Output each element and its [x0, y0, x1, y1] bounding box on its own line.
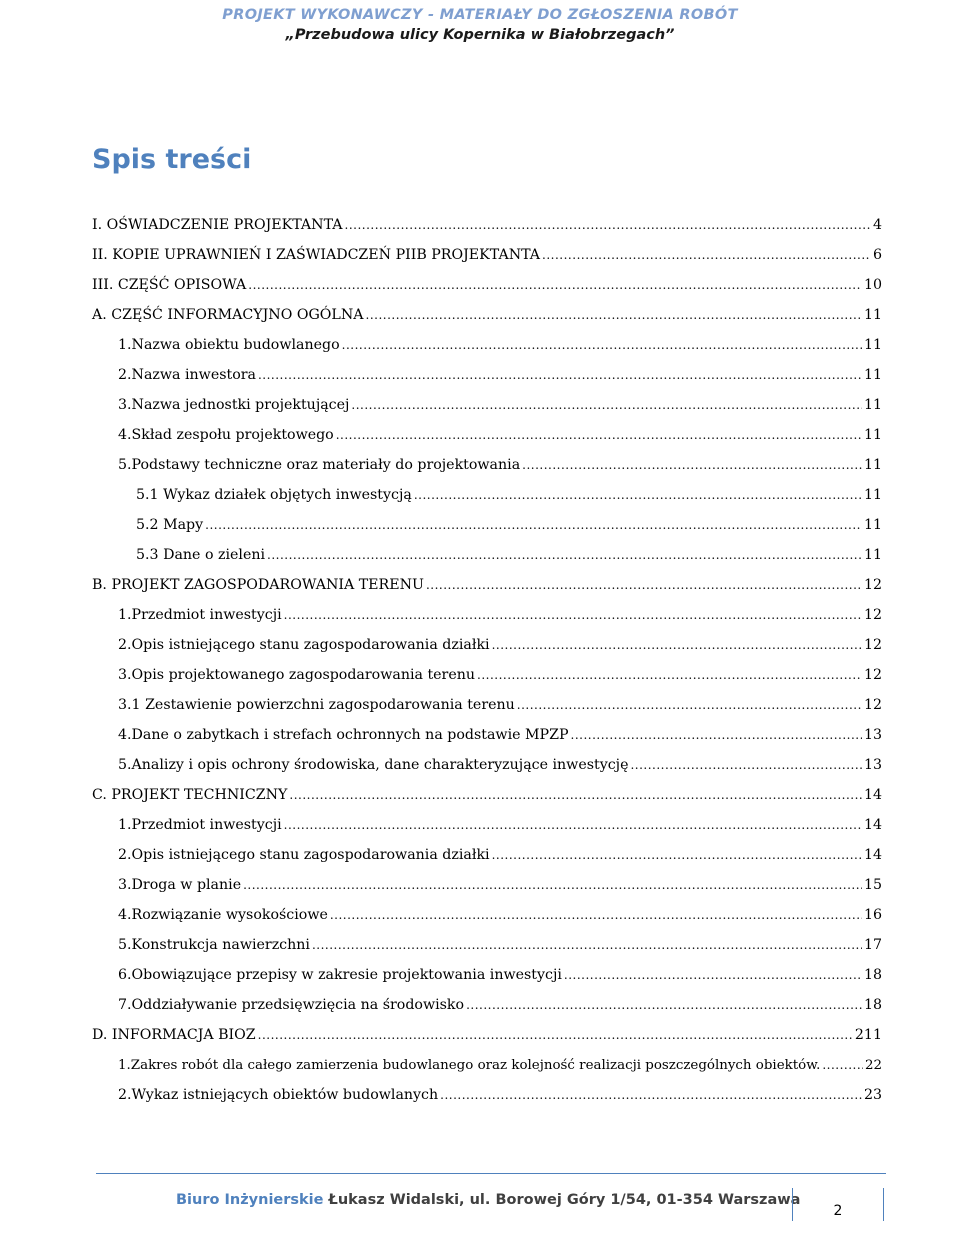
toc-entry[interactable]	[118, 454, 882, 476]
toc-leader	[289, 784, 862, 806]
toc-entry-page: 12	[863, 607, 882, 623]
page-number: 2	[792, 1188, 884, 1221]
footer-details: Łukasz Widalski, ul. Borowej Góry 1/54, 01-354 Warszawa	[323, 1192, 801, 1208]
toc-entry[interactable]	[136, 514, 882, 536]
toc-entry-text: 5.Podstawy techniczne oraz materiały do projektowania	[118, 457, 521, 473]
toc-leader	[440, 1084, 862, 1106]
toc-entry-text: 2.Nazwa inwestora	[118, 367, 256, 383]
toc-entry-page: 211	[854, 1027, 882, 1043]
toc-entry[interactable]	[118, 904, 882, 926]
toc-entry[interactable]	[136, 484, 882, 506]
toc-entry-text: 3.1 Zestawienie powierzchni zagospodarowania terenu	[118, 697, 515, 713]
toc-entry[interactable]	[92, 1024, 882, 1046]
toc-leader	[366, 304, 862, 326]
footer-divider	[96, 1173, 886, 1174]
toc-entry-text: 6.Obowiązujące przepisy w zakresie projektowania inwestycji	[118, 967, 562, 983]
toc-leader	[258, 1024, 853, 1046]
toc-entry-page: 6	[872, 247, 882, 263]
toc-entry-text: D. INFORMACJA BIOZ	[92, 1027, 256, 1043]
toc-leader	[258, 364, 862, 386]
toc-leader	[414, 484, 862, 506]
toc-heading: Spis treści	[92, 144, 252, 175]
toc-leader	[248, 274, 862, 296]
toc-entry[interactable]	[118, 604, 882, 626]
footer-company: Biuro Inżynierskie	[176, 1192, 324, 1208]
toc-entry-text: 2.Opis istniejącego stanu zagospodarowania działki	[118, 847, 490, 863]
toc-entry[interactable]	[118, 994, 882, 1016]
toc-entry-text: 1.Zakres robót dla całego zamierzenia budowlanego oraz kolejność realizacji poszczególnych obiektów.	[118, 1058, 821, 1073]
toc-leader	[492, 844, 862, 866]
toc-entry-page: 17	[863, 937, 882, 953]
toc-leader	[312, 934, 862, 956]
toc-entry-text: 7.Oddziaływanie przedsięwzięcia na środowisko	[118, 997, 465, 1013]
toc-entry-text: 1.Przedmiot inwestycji	[118, 607, 282, 623]
toc-entry[interactable]	[118, 934, 882, 956]
toc-entry-page: 15	[863, 877, 882, 893]
toc-entry-page: 11	[863, 547, 882, 563]
toc-leader	[822, 1054, 863, 1076]
toc-entry-page: 12	[863, 667, 882, 683]
toc-entry-text: 4.Skład zespołu projektowego	[118, 427, 334, 443]
toc-entry-page: 11	[863, 307, 882, 323]
toc-leader	[492, 634, 862, 656]
toc-entry-text: 5.1 Wykaz działek objętych inwestycją	[136, 487, 412, 503]
toc-entry[interactable]	[92, 784, 882, 806]
toc-entry[interactable]	[118, 814, 882, 836]
toc-entry[interactable]	[92, 574, 882, 596]
toc-entry-page: 18	[863, 967, 882, 983]
toc-entry-page: 16	[863, 907, 882, 923]
toc-leader	[351, 394, 862, 416]
toc-entry-page: 22	[864, 1058, 882, 1073]
toc-entry-page: 23	[863, 1087, 882, 1103]
toc-leader	[542, 244, 871, 266]
toc-entry[interactable]	[118, 334, 882, 356]
toc-entry-page: 11	[863, 427, 882, 443]
toc-leader	[205, 514, 862, 536]
header-project-line: PROJEKT WYKONAWCZY - MATERIAŁY DO ZGŁOSZENIA ROBÓT	[222, 7, 738, 23]
toc-entry-text: A. CZĘŚĆ INFORMACYJNO OGÓLNA	[92, 307, 364, 323]
toc-entry[interactable]	[118, 634, 882, 656]
toc-entry[interactable]	[92, 304, 882, 326]
toc-entry-text: C. PROJEKT TECHNICZNY	[92, 787, 288, 803]
toc-entry[interactable]	[92, 274, 882, 296]
toc-entry-page: 11	[863, 457, 882, 473]
toc-entry-page: 18	[863, 997, 882, 1013]
toc-entry-page: 12	[863, 697, 882, 713]
header-title-line: „Przebudowa ulicy Kopernika w Białobrzegach”	[285, 27, 675, 43]
toc-leader	[564, 964, 862, 986]
toc-entry-page: 11	[863, 367, 882, 383]
toc-leader	[630, 754, 861, 776]
toc-entry-text: 4.Rozwiązanie wysokościowe	[118, 907, 328, 923]
toc-entry-text: 3.Opis projektowanego zagospodarowania terenu	[118, 667, 476, 683]
toc-entry[interactable]	[118, 874, 882, 896]
toc-entry[interactable]	[118, 394, 882, 416]
toc-entry-text: 2.Wykaz istniejących obiektów budowlanych	[118, 1087, 439, 1103]
toc-entry[interactable]	[118, 424, 882, 446]
toc-entry-text: 1.Nazwa obiektu budowlanego	[118, 337, 340, 353]
toc-entry-page: 10	[863, 277, 882, 293]
toc-entry-text: I. OŚWIADCZENIE PROJEKTANTA	[92, 217, 343, 233]
toc-entry-page: 13	[863, 727, 882, 743]
toc-leader	[284, 604, 862, 626]
toc-entry-page: 14	[863, 787, 882, 803]
toc-entry[interactable]	[92, 214, 882, 236]
toc-entry[interactable]	[118, 964, 882, 986]
toc-leader	[345, 214, 871, 236]
toc-leader	[330, 904, 862, 926]
toc-entry[interactable]	[118, 694, 882, 716]
toc-entry-text: II. KOPIE UPRAWNIEŃ I ZAŚWIADCZEŃ PIIB PROJEKTANTA	[92, 247, 541, 263]
toc-entry-page: 11	[863, 337, 882, 353]
toc-leader	[517, 694, 862, 716]
toc-entry[interactable]	[136, 544, 882, 566]
toc-entry[interactable]	[118, 364, 882, 386]
toc-leader	[336, 424, 862, 446]
toc-entry[interactable]	[118, 1084, 882, 1106]
toc-leader	[466, 994, 862, 1016]
toc-entry-page: 11	[863, 517, 882, 533]
toc-entry-text: 2.Opis istniejącego stanu zagospodarowania działki	[118, 637, 490, 653]
page-footer	[176, 1192, 800, 1208]
toc-entry[interactable]	[118, 1054, 882, 1076]
toc-entry-page: 14	[863, 817, 882, 833]
toc-entry-page: 12	[863, 637, 882, 653]
toc-leader	[243, 874, 862, 896]
toc-entry-page: 11	[863, 487, 882, 503]
toc-entry-text: 5.3 Dane o zieleni	[136, 547, 266, 563]
toc-leader	[284, 814, 862, 836]
toc-entry[interactable]	[92, 244, 882, 266]
toc-leader	[342, 334, 862, 356]
toc-entry-text: 5.Analizy i opis ochrony środowiska, dane charakteryzujące inwestycję	[118, 757, 629, 773]
toc-entry-text: 3.Nazwa jednostki projektującej	[118, 397, 350, 413]
toc-entry[interactable]	[118, 664, 882, 686]
toc-leader	[522, 454, 862, 476]
toc-entry-page: 12	[863, 577, 882, 593]
toc-leader	[267, 544, 862, 566]
toc-leader	[571, 724, 862, 746]
toc-entry-page: 4	[872, 217, 882, 233]
toc-entry[interactable]	[118, 754, 882, 776]
toc-entry-text: 5.Konstrukcja nawierzchni	[118, 937, 310, 953]
toc-entry-page: 13	[863, 757, 882, 773]
toc-entry-text: 3.Droga w planie	[118, 877, 242, 893]
toc-leader	[426, 574, 862, 596]
toc-entry-text: III. CZĘŚĆ OPISOWA	[92, 277, 247, 293]
toc-leader	[477, 664, 862, 686]
toc-entry-text: 5.2 Mapy	[136, 517, 204, 533]
toc-entry[interactable]	[118, 724, 882, 746]
toc-entry-text: B. PROJEKT ZAGOSPODAROWANIA TERENU	[92, 577, 424, 593]
toc-entry-page: 14	[863, 847, 882, 863]
toc-entry-text: 4.Dane o zabytkach i strefach ochronnych na podstawie MPZP	[118, 727, 569, 743]
page-header	[0, 6, 960, 44]
toc-entry[interactable]	[118, 844, 882, 866]
toc-entry-page: 11	[863, 397, 882, 413]
toc-entry-text: 1.Przedmiot inwestycji	[118, 817, 282, 833]
